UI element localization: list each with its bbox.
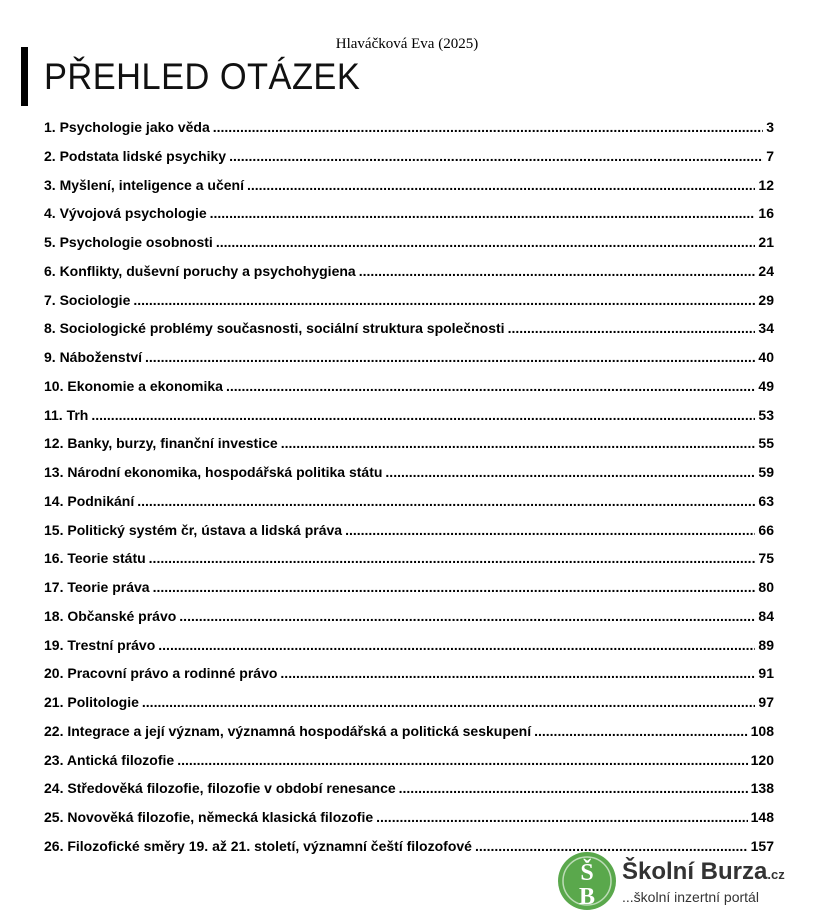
skolni-burza-logo-icon <box>558 852 616 910</box>
toc-entry-title: 15. Politický systém čr, ústava a lidská práva <box>44 521 343 538</box>
toc-dot-leader <box>280 659 755 688</box>
logo-seal-graphic <box>558 852 616 910</box>
toc-entry-title: 14. Podnikání <box>44 492 135 509</box>
toc-entry-page-number: 3 <box>766 119 774 135</box>
toc-dot-leader <box>226 372 755 401</box>
toc-entry-title: 9. Náboženství <box>44 349 143 365</box>
toc-dot-leader <box>534 717 748 746</box>
toc-entry[interactable] <box>44 171 774 200</box>
toc-entry-page-number: 66 <box>758 521 774 538</box>
toc-entry-title: 4. Vývojová psychologie <box>44 205 207 222</box>
toc-dot-leader <box>177 746 747 775</box>
toc-entry-title: 18. Občanské právo <box>44 607 177 624</box>
toc-dot-leader <box>133 286 755 315</box>
toc-entry-title: 19. Trestní právo <box>44 636 156 653</box>
toc-entry-title: 17. Teorie práva <box>44 579 150 595</box>
toc-entry[interactable] <box>44 429 774 458</box>
toc-entry-page-number: 84 <box>758 607 774 624</box>
toc-entry-title: 2. Podstata lidské psychiky <box>44 147 227 164</box>
toc-entry[interactable] <box>44 401 774 430</box>
toc-entry-title: 24. Středověká filozofie, filozofie v období renesance <box>44 780 396 797</box>
svg-text:Š: Š <box>580 860 594 886</box>
toc-dot-leader <box>153 573 756 602</box>
toc-entry-title: 13. Národní ekonomika, hospodářská politika státu <box>44 464 383 480</box>
toc-dot-leader <box>179 602 755 631</box>
toc-entry[interactable] <box>44 199 774 228</box>
toc-dot-leader <box>145 343 755 372</box>
toc-entry-title: 23. Antická filozofie <box>44 751 175 768</box>
toc-entry-page-number: 34 <box>758 320 774 337</box>
toc-entry-title: 7. Sociologie <box>44 291 131 308</box>
watermark-text <box>622 858 785 905</box>
toc-entry-page-number: 49 <box>758 377 774 394</box>
toc-entry[interactable] <box>44 516 774 545</box>
toc-dot-leader <box>142 688 756 717</box>
toc-dot-leader <box>91 401 755 430</box>
toc-entry[interactable] <box>44 659 774 688</box>
toc-entry[interactable] <box>44 142 774 171</box>
toc-entry-page-number: 120 <box>750 751 774 768</box>
table-of-contents <box>44 113 774 861</box>
toc-entry[interactable] <box>44 688 774 717</box>
toc-entry-page-number: 55 <box>758 435 774 452</box>
toc-entry-page-number: 138 <box>750 780 774 797</box>
toc-entry-title: 5. Psychologie osobnosti <box>44 234 213 250</box>
toc-dot-leader <box>281 429 756 458</box>
toc-entry[interactable] <box>44 343 774 372</box>
watermark-brand-tld: .cz <box>767 866 785 882</box>
toc-entry-page-number: 12 <box>758 176 774 193</box>
toc-entry-title: 11. Trh <box>44 406 89 423</box>
toc-entry-title: 3. Myšlení, inteligence a učení <box>44 176 244 193</box>
toc-dot-leader <box>508 314 756 343</box>
toc-entry-title: 25. Novověká filozofie, německá klasická filozofie <box>44 809 374 825</box>
toc-entry[interactable] <box>44 803 774 832</box>
toc-dot-leader <box>399 774 748 803</box>
toc-entry-title: 12. Banky, burzy, finanční investice <box>44 435 278 452</box>
toc-entry[interactable] <box>44 573 774 602</box>
toc-dot-leader <box>213 113 763 142</box>
watermark-subtitle: ...školní inzertní portál <box>622 888 759 905</box>
toc-entry-page-number: 148 <box>750 809 774 825</box>
toc-entry-title: 10. Ekonomie a ekonomika <box>44 377 223 394</box>
toc-entry-title: 8. Sociologické problémy současnosti, sociální struktura společnosti <box>44 320 505 337</box>
toc-entry-page-number: 80 <box>758 579 774 595</box>
toc-entry[interactable] <box>44 314 774 343</box>
toc-entry[interactable] <box>44 113 774 142</box>
skolni-burza-watermark <box>558 848 814 914</box>
toc-entry-page-number: 108 <box>750 722 774 739</box>
toc-entry[interactable] <box>44 774 774 803</box>
toc-entry-page-number: 97 <box>758 694 774 710</box>
toc-entry-title: 16. Teorie státu <box>44 550 146 567</box>
toc-entry-page-number: 7 <box>766 147 774 164</box>
toc-dot-leader <box>216 228 756 257</box>
toc-dot-leader <box>210 199 756 228</box>
toc-dot-leader <box>149 544 756 573</box>
toc-entry-page-number: 59 <box>758 464 774 480</box>
toc-dot-leader <box>376 803 748 832</box>
toc-entry[interactable] <box>44 631 774 660</box>
toc-entry-title: 21. Politologie <box>44 694 139 710</box>
toc-entry-page-number: 21 <box>758 234 774 250</box>
toc-dot-leader <box>137 487 755 516</box>
toc-entry[interactable] <box>44 487 774 516</box>
toc-entry[interactable] <box>44 602 774 631</box>
toc-entry-title: 22. Integrace a její význam, významná hospodářská a politická seskupení <box>44 722 532 739</box>
toc-entry-page-number: 63 <box>758 492 774 509</box>
toc-entry[interactable] <box>44 746 774 775</box>
toc-entry-page-number: 157 <box>750 837 774 854</box>
toc-entry-title: 6. Konflikty, duševní poruchy a psychohygiena <box>44 262 356 279</box>
toc-entry-page-number: 89 <box>758 636 774 653</box>
toc-entry-page-number: 53 <box>758 406 774 423</box>
toc-dot-leader <box>385 458 755 487</box>
svg-text:B: B <box>578 884 596 910</box>
watermark-brand-name: Školní Burza <box>622 857 768 885</box>
toc-entry-page-number: 29 <box>758 291 774 308</box>
toc-entry[interactable] <box>44 257 774 286</box>
toc-entry-page-number: 24 <box>758 262 774 279</box>
toc-entry[interactable] <box>44 544 774 573</box>
toc-entry-page-number: 16 <box>758 205 774 222</box>
watermark-brand <box>622 858 785 889</box>
toc-entry-title: 1. Psychologie jako věda <box>44 119 210 135</box>
toc-entry-title: 20. Pracovní právo a rodinné právo <box>44 665 278 682</box>
toc-dot-leader <box>229 142 763 171</box>
toc-dot-leader <box>158 631 755 660</box>
toc-dot-leader <box>247 171 755 200</box>
toc-entry-page-number: 75 <box>758 550 774 567</box>
page-title: PŘEHLED OTÁZEK <box>44 56 361 97</box>
toc-entry[interactable] <box>44 228 774 257</box>
toc-entry[interactable] <box>44 286 774 315</box>
toc-entry-page-number: 91 <box>758 665 774 682</box>
toc-entry[interactable] <box>44 372 774 401</box>
document-author: Hlaváčková Eva (2025) <box>335 36 479 52</box>
title-accent-bar <box>21 47 28 106</box>
toc-entry-title: 26. Filozofické směry 19. až 21. století, významní čeští filozofové <box>44 837 472 854</box>
toc-dot-leader <box>345 516 755 545</box>
toc-entry[interactable] <box>44 717 774 746</box>
toc-entry-page-number: 40 <box>758 349 774 365</box>
toc-dot-leader <box>359 257 756 286</box>
toc-entry[interactable] <box>44 458 774 487</box>
